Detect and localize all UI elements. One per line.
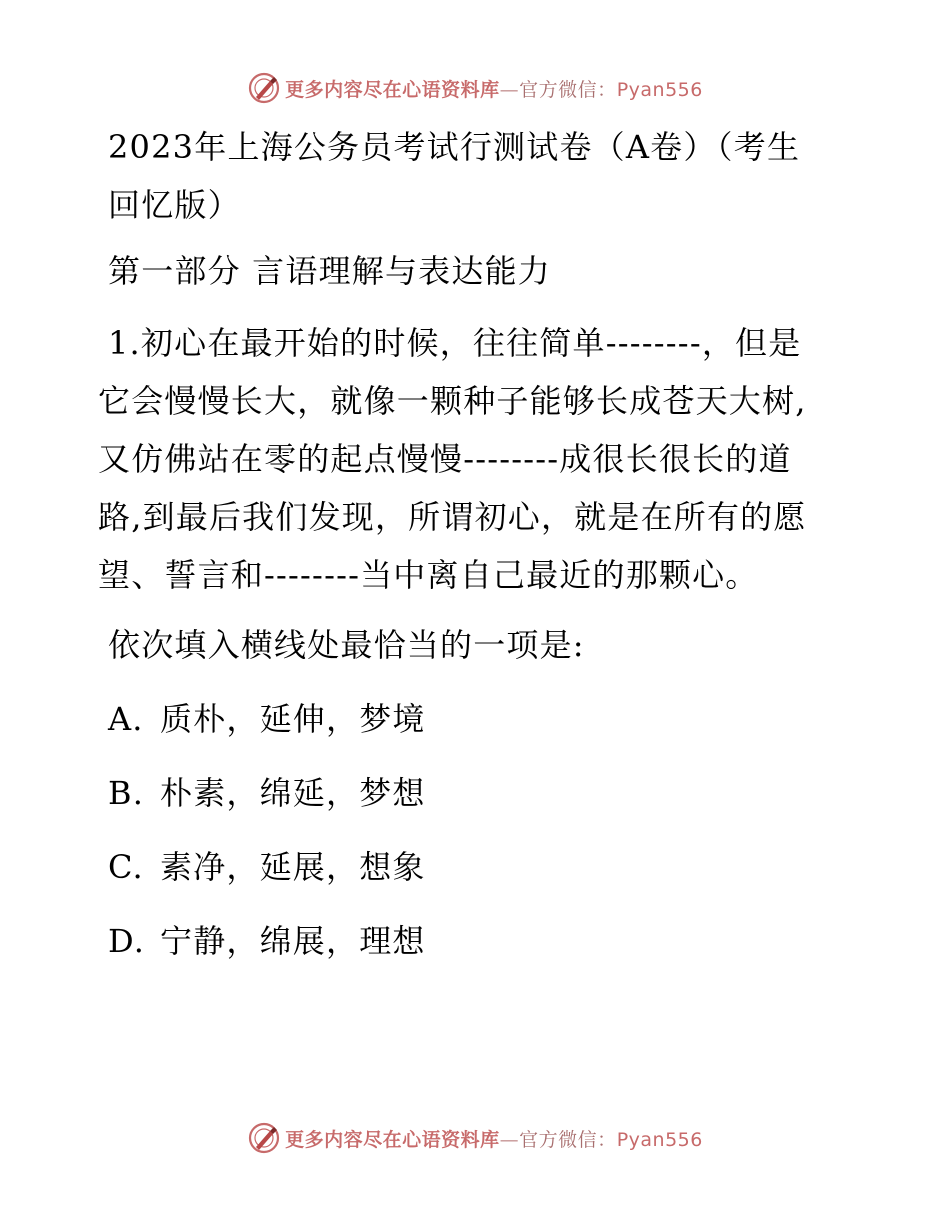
section-heading: 第一部分 言语理解与表达能力 — [108, 252, 551, 290]
header-watermark — [0, 68, 950, 108]
document-title: 2023年上海公务员考试行测试卷（A卷）（考生回忆版） — [108, 128, 801, 224]
option-text: 宁静，绵展，理想 — [160, 922, 426, 960]
pen-logo-icon — [247, 1121, 281, 1155]
option-letter: D. — [108, 922, 146, 960]
option-text: 朴素，绵延，梦想 — [160, 774, 426, 812]
watermark-site-name: 更多内容尽在心语资料库 — [285, 78, 500, 101]
option-a — [98, 690, 833, 748]
option-letter: B. — [108, 774, 145, 812]
watermark-wechat-id: Pyan556 — [616, 1128, 703, 1151]
option-c — [98, 838, 833, 896]
option-letter: C. — [108, 848, 144, 886]
option-d — [98, 912, 833, 970]
footer-watermark — [0, 1118, 950, 1158]
watermark-text — [285, 75, 703, 102]
pen-logo-icon — [247, 71, 281, 105]
option-b — [98, 764, 833, 822]
option-text: 质朴，延伸，梦境 — [160, 700, 426, 738]
watermark-wechat-label: 官方微信： — [519, 1128, 617, 1151]
watermark-site-name: 更多内容尽在心语资料库 — [285, 1128, 500, 1151]
question-text: 1.初心在最开始的时候，往往简单--------，但是它会慢慢长大，就像一颗种子能够长成苍天大树,又仿佛站在零的起点慢慢--------成很长很长的道路,到最后我们发现，所谓初心，就是在所有的愿望、誓言和--------当中离自己最近的那颗心。 — [98, 324, 807, 594]
watermark-dash: — — [499, 1128, 520, 1151]
option-letter: A. — [108, 700, 144, 738]
document-body — [98, 118, 833, 986]
watermark-wechat-label: 官方微信： — [519, 78, 617, 101]
watermark-text — [285, 1125, 703, 1152]
question-prompt: 依次填入横线处最恰当的一项是: — [108, 626, 585, 664]
watermark-dash: — — [499, 78, 520, 101]
watermark-wechat-id: Pyan556 — [616, 78, 703, 101]
option-text: 素净，延展，想象 — [160, 848, 426, 886]
